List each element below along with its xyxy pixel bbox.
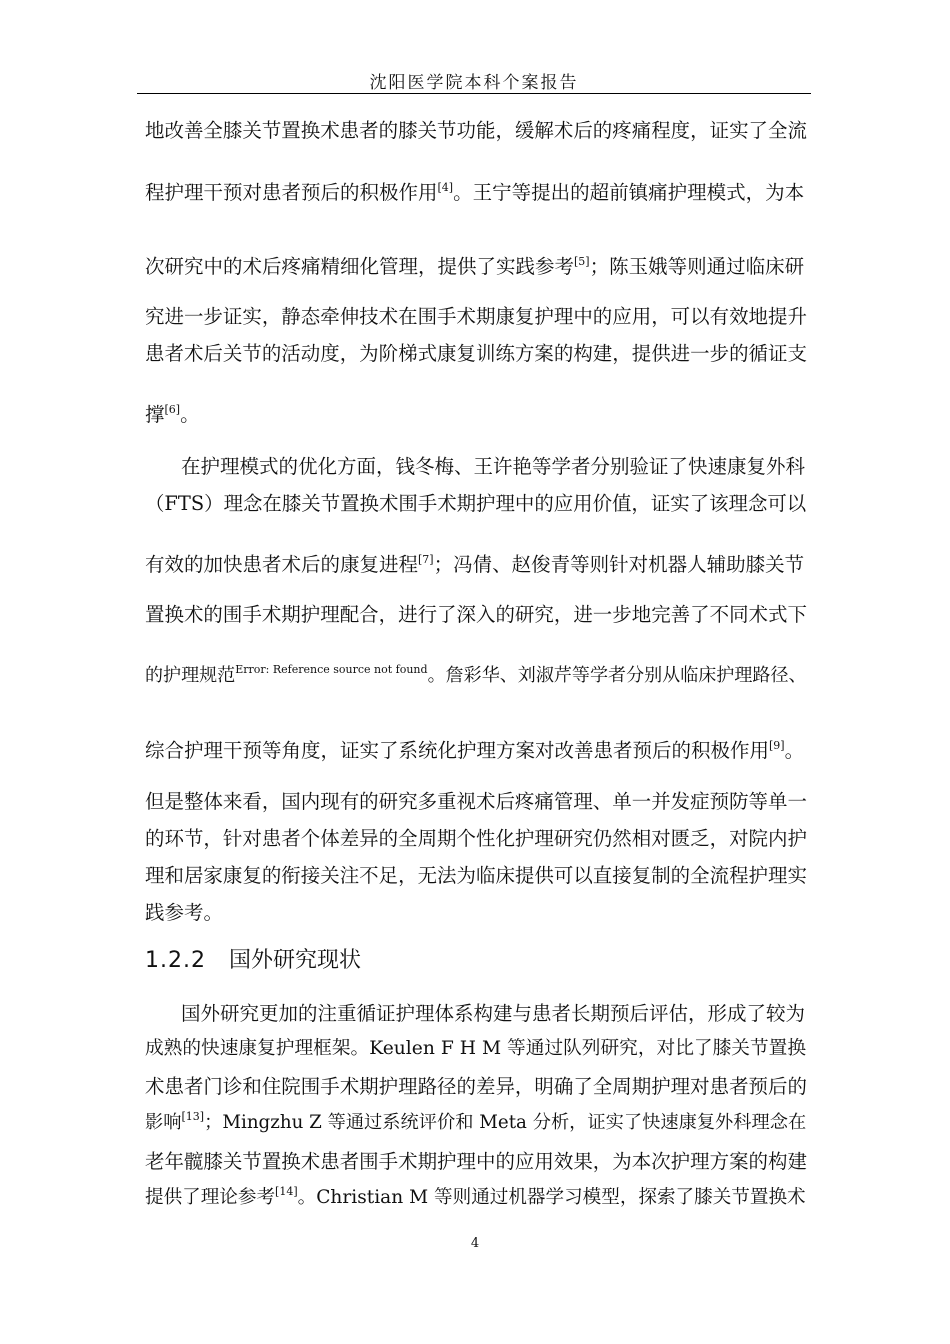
- citation[interactable]: [5]: [574, 255, 590, 268]
- section-heading: [145, 950, 361, 972]
- text-line: 成熟的快速康复护理框架。Keulen F H M 等通过队列研究，对比了膝关节置换: [145, 1038, 807, 1059]
- citation[interactable]: [4]: [437, 181, 454, 194]
- text-line: 撑[6]。: [145, 403, 200, 426]
- text-line: 术患者门诊和住院围手术期护理路径的差异，明确了全周期护理对患者预后的: [145, 1075, 807, 1098]
- text-line: （FTS）理念在膝关节置换术围手术期护理中的应用价值，证实了该理念可以: [145, 492, 807, 515]
- citation[interactable]: [9]: [769, 739, 785, 752]
- text-line: 老年髋膝关节置换术患者围手术期护理中的应用效果，为本次护理方案的构建: [145, 1150, 807, 1173]
- section-title: 国外研究现状: [229, 948, 362, 973]
- text-line: 践参考。: [145, 901, 224, 924]
- text-line: 患者术后关节的活动度，为阶梯式康复训练方案的构建，提供进一步的循证支: [145, 342, 807, 365]
- text-line: 究进一步证实，静态牵伸技术在围手术期康复护理中的应用，可以有效地提升: [145, 305, 807, 328]
- citation[interactable]: [6]: [164, 403, 181, 416]
- text-line: 国外研究更加的注重循证护理体系构建与患者长期预后评估，形成了较为: [181, 1002, 806, 1025]
- text-line: 提供了理论参考[14]。Christian M 等则通过机器学习模型，探索了膝关节置换术: [145, 1185, 806, 1208]
- text-line: 影响[13]；Mingzhu Z 等通过系统评价和 Meta 分析，证实了快速康复外科理念在: [145, 1110, 807, 1133]
- text-line: 但是整体来看，国内现有的研究多重视术后疼痛管理、单一并发症预防等单一: [145, 790, 807, 813]
- header-rule: [137, 93, 811, 94]
- text-line: 理和居家康复的衔接关注不足，无法为临床提供可以直接复制的全流程护理实: [145, 864, 807, 887]
- text-line: 地改善全膝关节置换术患者的膝关节功能，缓解术后的疼痛程度，证实了全流: [145, 119, 807, 142]
- text-line: 的环节，针对患者个体差异的全周期个性化护理研究仍然相对匮乏，对院内护: [145, 827, 807, 850]
- section-number: 1.2.2: [145, 948, 206, 973]
- header-title: 沈阳医学院本科个案报告: [369, 73, 579, 93]
- text-line: 综合护理干预等角度，证实了系统化护理方案对改善患者预后的积极作用[9]。: [145, 739, 805, 762]
- text-line: 置换术的围手术期护理配合，进行了深入的研究，进一步地完善了不同术式下: [145, 603, 807, 626]
- citation[interactable]: [7]: [418, 553, 434, 566]
- citation-error[interactable]: Error: Reference source not found: [235, 663, 428, 676]
- citation[interactable]: [14]: [275, 1185, 298, 1198]
- text-line: 次研究中的术后疼痛精细化管理，提供了实践参考[5]；陈玉娥等则通过临床研: [145, 255, 805, 278]
- citation[interactable]: [13]: [181, 1110, 205, 1123]
- page-number: 4: [470, 1236, 480, 1251]
- text-line: 的护理规范$^{Error: Reference source not found}$。詹彩华、刘淑芹等学者分别从临床护理路径、: [145, 663, 807, 686]
- text-line: 有效的加快患者术后的康复进程[7]；冯倩、赵俊青等则针对机器人辅助膝关节: [145, 553, 805, 576]
- text-line: 在护理模式的优化方面，钱冬梅、王许艳等学者分别验证了快速康复外科: [181, 455, 806, 478]
- text-line: 程护理干预对患者预后的积极作用[4]。王宁等提出的超前镇痛护理模式，为本: [145, 181, 805, 204]
